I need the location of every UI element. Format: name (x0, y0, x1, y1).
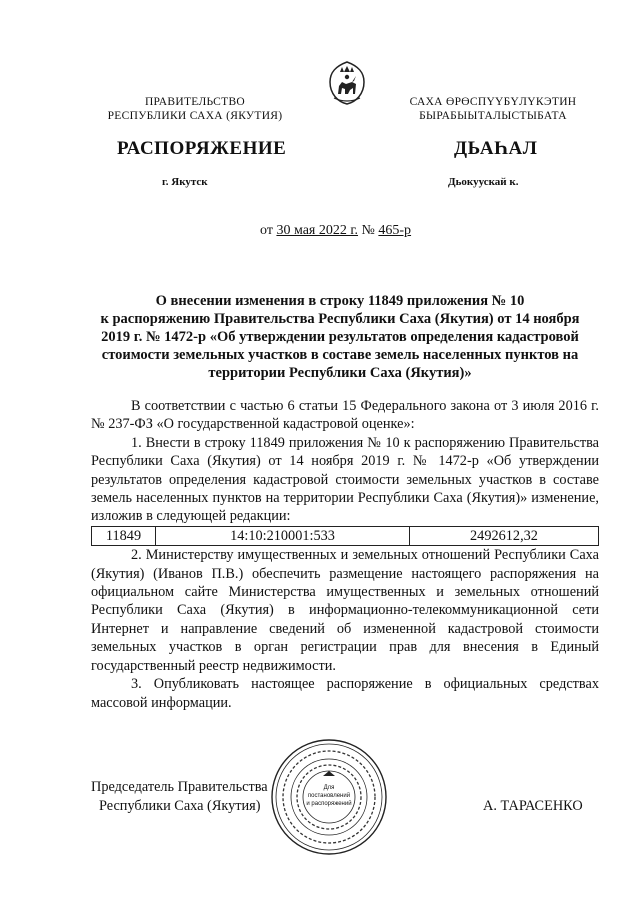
signatory-name: А. ТАРАСЕНКО (483, 798, 583, 814)
item3-paragraph: 3. Опубликовать настоящее распоряжение в официальных средствах массовой информации. (91, 676, 599, 711)
position-line1: Председатель Правительства (91, 779, 268, 795)
title-line4: стоимости земельных участков в составе земель населенных пунктов на (101, 347, 579, 363)
table-cell-row-number: 11849 (92, 526, 156, 545)
official-seal (270, 738, 388, 856)
seal-text-line3: и распоряжений (306, 801, 352, 807)
seal-text-line1: Для (323, 785, 335, 791)
city-ru: г. Якутск (162, 176, 208, 188)
title-line3: 2019 г. № 1472-р «Об утверждении результатов определения кадастровой (101, 329, 579, 345)
intro-paragraph: В соответствии с частью 6 статьи 15 Федерального закона от 3 июля 2016 г. № 237-ФЗ «О государственной кадастровой оценке»: (91, 398, 599, 433)
date-line (260, 223, 411, 239)
header-right-line1: САХА ӨРӨСПҮҮБҮЛҮКЭТИН (409, 96, 577, 108)
header-right (378, 95, 608, 123)
header-left (80, 95, 310, 123)
item1-paragraph: 1. Внести в строку 11849 приложения № 10 к распоряжению Правительства Республики Саха (Якутия) от 14 ноября 2019 г. № 1472-р «Об утверждении результатов определения кадастровой стоимости земельных участков в составе земель населенных пунктов на территории Республики Саха (Якутия)» изменение, изложив в следующей редакции: (91, 434, 599, 525)
document-date: 30 мая 2022 г. (276, 223, 359, 238)
coat-of-arms-emblem (326, 60, 368, 106)
city-sakha: Дьокуускай к. (448, 176, 519, 188)
title-line2: к распоряжению Правительства Республики Саха (Якутия) от 14 ноября (100, 311, 580, 327)
doc-type-sakha: ДЬАҺАЛ (454, 138, 538, 159)
date-prefix: от (260, 223, 273, 238)
table-row (92, 526, 599, 545)
number-sign: № (361, 223, 375, 238)
seal-text-line2: постановлений (307, 793, 351, 799)
document-title (70, 292, 610, 382)
table-cell-cadastral-number: 14:10:210001:533 (156, 526, 410, 545)
document-number: 465-р (378, 223, 412, 238)
title-line5: территории Республики Саха (Якутия)» (208, 365, 472, 381)
item2-paragraph: 2. Министерству имущественных и земельных отношений Республики Саха (Якутия) (Иванов П.В.) обеспечить размещение настоящего распоряжения на официальном сайте Министерства имущественных и земельных отношений Республики Саха (Якутия) в информационно-телекоммуникационной сети Интернет и направление сведений об измененной кадастровой стоимости земельных участков в орган регистрации прав для внесения в Единый государственный реестр недвижимости. (91, 547, 599, 674)
table-cell-value: 2492612,32 (410, 526, 599, 545)
header-left-line2: РЕСПУБЛИКИ САХА (ЯКУТИЯ) (107, 110, 283, 122)
title-line1: О внесении изменения в строку 11849 приложения № 10 (155, 293, 525, 309)
header-right-line2: БЫРАБЫЫТАЛЫСТЫБАТА (419, 110, 567, 122)
seal-inner-text (304, 784, 354, 808)
position-line2: Республики Саха (Якутия) (99, 798, 261, 814)
registry-table (91, 526, 599, 546)
document-body (91, 397, 599, 712)
signatory-position (91, 778, 268, 816)
doc-type-ru: РАСПОРЯЖЕНИЕ (117, 138, 287, 159)
header-left-line1: ПРАВИТЕЛЬСТВО (144, 96, 246, 108)
